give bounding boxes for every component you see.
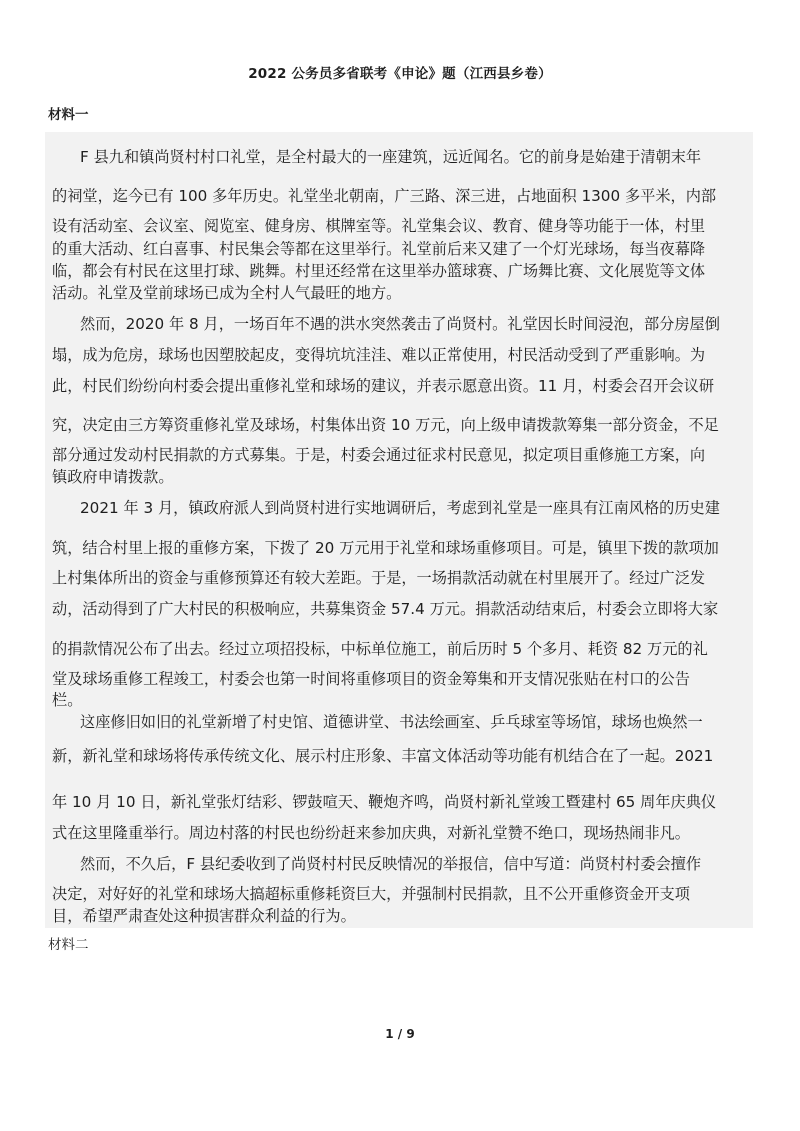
text-line: 临，都会有村民在这里打球、跳舞。村里还经常在这里举办篮球赛、广场舞比赛、文化展览等文体 [52,262,706,280]
text-line: 年 10 月 10 日，新礼堂张灯结彩、锣鼓喧天、鞭炮齐鸣，尚贤村新礼堂竣工暨建村 65 周年庆典仪 [52,793,717,811]
text-line: 的捐款情况公布了出去。经过立项招投标，中标单位施工，前后历时 5 个多月、耗资 82 万元的礼 [52,640,708,658]
text-line: 这座修旧如旧的礼堂新增了村史馆、道德讲堂、书法绘画室、乒乓球室等场馆，球场也焕然一 [80,713,703,731]
text-line: 部分通过发动村民捐款的方式募集。于是，村委会通过征求村民意见，拟定项目重修施工方案，向 [52,446,706,464]
text-line: F 县九和镇尚贤村村口礼堂，是全村最大的一座建筑，远近闻名。它的前身是始建于清朝末年 [80,148,702,166]
text-line: 此，村民们纷纷向村委会提出重修礼堂和球场的建议，并表示愿意出资。11 月，村委会召开会议研 [52,377,715,395]
text-line: 设有活动室、会议室、阅览室、健身房、棋牌室等。礼堂集会议、教育、健身等功能于一体，村里 [52,217,706,235]
text-line: 究，决定由三方筹资重修礼堂及球场，村集体出资 10 万元，向上级申请拨款筹集一部分资金，不足 [52,416,719,434]
text-line: 堂及球场重修工程竣工，村委会也第一时间将重修项目的资金筹集和开支情况张贴在村口的公告 [52,670,690,688]
page-title: 2022 公务员多省联考《申论》题（江西县乡卷） [248,66,552,82]
text-line: 然而，2020 年 8 月，一场百年不遇的洪水突然袭击了尚贤村。礼堂因长时间浸泡，部分房屋倒 [80,315,720,333]
text-line: 镇政府申请拨款。 [52,468,174,486]
section-label-material-2: 材料二 [48,937,89,953]
text-line: 的重大活动、红白喜事、村民集会等都在这里举行。礼堂前后来又建了一个灯光球场，每当夜幕降 [52,240,706,258]
text-line: 的祠堂，迄今已有 100 多年历史。礼堂坐北朝南，广三路、深三进，占地面积 1300 多平米，内部 [52,187,717,205]
text-line: 塌，成为危房，球场也因塑胶起皮，变得坑坑洼洼、难以正常使用，村民活动受到了严重影响。为 [52,346,706,364]
text-line: 筑，结合村里上报的重修方案，下拨了 20 万元用于礼堂和球场重修项目。可是，镇里下拨的款项加 [52,539,719,557]
text-line: 新，新礼堂和球场将传承传统文化、展示村庄形象、丰富文体活动等功能有机结合在了一起。2021 [52,747,714,765]
text-line: 栏。 [52,691,83,709]
page-number: 1 / 9 [385,1027,415,1041]
text-line: 动，活动得到了广大村民的积极响应，共募集资金 57.4 万元。捐款活动结束后，村委会立即将大家 [52,600,719,618]
text-line: 决定，对好好的礼堂和球场大搞超标重修耗资巨大，并强制村民捐款，且不公开重修资金开支项 [52,885,690,903]
text-line: 式在这里隆重举行。周边村落的村民也纷纷赶来参加庆典，对新礼堂赞不绝口，现场热闹非凡。 [52,824,690,842]
text-line: 然而，不久后，F 县纪委收到了尚贤村村民反映情况的举报信，信中写道：尚贤村村委会擅作 [80,855,702,873]
text-line: 上村集体所出的资金与重修预算还有较大差距。于是，一场捐款活动就在村里展开了。经过广泛发 [52,569,706,587]
section-label-material-1: 材料一 [48,107,89,123]
text-line: 2021 年 3 月，镇政府派人到尚贤村进行实地调研后，考虑到礼堂是一座具有江南风格的历史建 [80,499,720,517]
text-line: 活动。礼堂及堂前球场已成为全村人气最旺的地方。 [52,284,402,302]
text-line: 目，希望严肃查处这种损害群众利益的行为。 [52,907,356,925]
